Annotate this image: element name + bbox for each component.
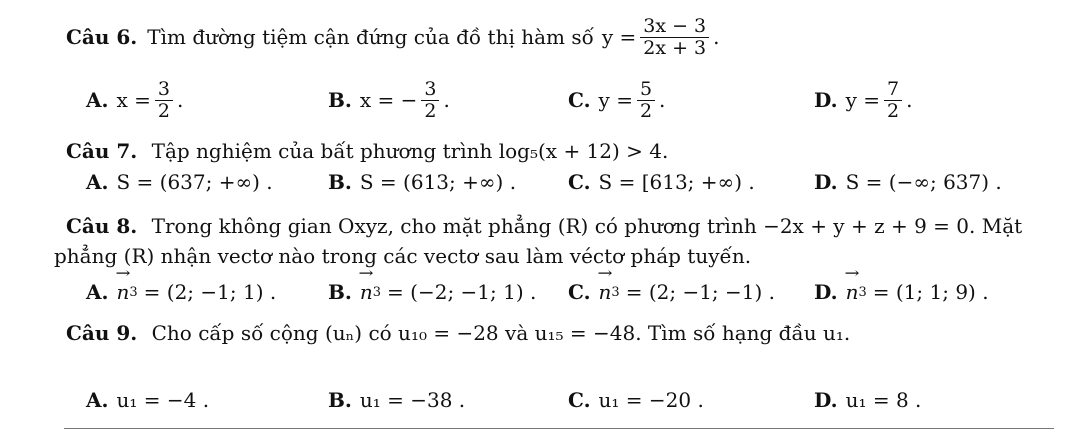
option-d[interactable]	[814, 162, 1002, 202]
option-denominator: 2	[421, 100, 439, 122]
fraction-denominator: 2x + 3	[640, 37, 709, 59]
option-c[interactable]	[568, 162, 755, 202]
option-a[interactable]	[86, 162, 273, 202]
option-d[interactable]	[814, 77, 913, 122]
question-7-text: Tập nghiệm của bất phương trình log₅(x + 12) > 4.	[151, 139, 669, 163]
option-numerator: 7	[887, 77, 900, 100]
option-value: S = (637; +∞) .	[116, 170, 273, 194]
option-denominator: 2	[637, 100, 655, 122]
vector-subscript: 3	[611, 284, 620, 300]
option-a[interactable]	[86, 380, 209, 420]
question-9-label: Câu 9.	[66, 321, 138, 345]
question-7-label: Câu 7.	[66, 139, 138, 163]
option-letter: A.	[86, 280, 109, 304]
option-letter: B.	[328, 170, 352, 194]
option-fraction	[884, 79, 902, 122]
option-b[interactable]	[328, 77, 450, 122]
option-value: u₁ = −38 .	[359, 388, 466, 412]
function-lhs: y =	[601, 25, 637, 49]
option-value: = (1; 1; 9) .	[872, 280, 989, 304]
option-d[interactable]	[814, 380, 921, 420]
option-letter: A.	[86, 388, 109, 412]
option-letter: D.	[814, 88, 838, 112]
option-suffix: .	[906, 88, 913, 112]
option-letter: B.	[328, 280, 352, 304]
option-suffix: .	[443, 88, 450, 112]
option-a[interactable]	[86, 272, 276, 312]
option-letter: C.	[568, 280, 591, 304]
option-suffix: .	[176, 88, 184, 112]
option-value: S = (613; +∞) .	[359, 170, 517, 194]
vector-n: → n	[360, 280, 373, 304]
option-suffix: .	[659, 88, 666, 112]
option-letter: D.	[814, 280, 838, 304]
option-letter: A.	[86, 170, 109, 194]
option-prefix: x = −	[359, 88, 418, 112]
option-b[interactable]	[328, 162, 516, 202]
option-b[interactable]	[328, 380, 465, 420]
question-6-text: Tìm đường tiệm cận đứng của đồ thị hàm số	[147, 25, 594, 49]
question-6	[66, 6, 1056, 122]
question-8-options	[66, 272, 1056, 312]
option-prefix: y =	[845, 88, 881, 112]
option-value: S = (−∞; 637) .	[845, 170, 1002, 194]
option-value: u₁ = −4 .	[116, 388, 210, 412]
option-fraction	[421, 79, 439, 122]
option-fraction	[637, 79, 655, 122]
option-prefix: x =	[116, 88, 151, 112]
option-value: = (2; −1; −1) .	[625, 280, 776, 304]
vector-subscript: 3	[129, 284, 138, 300]
option-letter: D.	[814, 170, 838, 194]
question-6-stem	[66, 6, 1056, 68]
option-letter: C.	[568, 388, 591, 412]
question-9-text: Cho cấp số cộng (uₙ) có u₁₀ = −28 và u₁₅ = −48. Tìm số hạng đầu u₁.	[151, 321, 851, 345]
option-value: = (2; −1; 1) .	[143, 280, 277, 304]
vector-n: → n	[846, 280, 859, 304]
option-a[interactable]	[86, 77, 184, 122]
option-c[interactable]	[568, 380, 704, 420]
question-8-stem-line-1	[66, 212, 1056, 240]
option-letter: B.	[328, 388, 352, 412]
option-fraction	[155, 79, 173, 122]
option-c[interactable]	[568, 272, 775, 312]
option-letter: A.	[86, 88, 109, 112]
vector-n: → n	[116, 280, 129, 304]
question-8-stem-line-2	[54, 242, 751, 270]
question-8-text-line-1: Trong không gian Oxyz, cho mặt phẳng (R) có phương trình −2x + y + z + 9 = 0. Mặt	[151, 214, 1023, 238]
question-7-options	[66, 162, 1056, 202]
option-letter: B.	[328, 88, 352, 112]
option-value: = (−2; −1; 1) .	[387, 280, 537, 304]
question-6-options	[66, 77, 1056, 122]
fraction-numerator: 3x − 3	[643, 14, 707, 37]
option-letter: C.	[568, 170, 591, 194]
option-prefix: y =	[598, 88, 633, 112]
question-9	[66, 318, 1056, 412]
option-letter: D.	[814, 388, 838, 412]
option-d[interactable]	[814, 272, 989, 312]
vector-subscript: 3	[858, 284, 867, 300]
option-denominator: 2	[884, 100, 902, 122]
question-7	[66, 136, 1056, 194]
option-value: u₁ = 8 .	[845, 388, 922, 412]
option-letter: C.	[568, 88, 591, 112]
function-end: .	[713, 25, 720, 49]
option-value: u₁ = −20 .	[598, 388, 704, 412]
option-numerator: 3	[424, 77, 437, 100]
question-9-stem	[66, 318, 1056, 348]
question-8-label: Câu 8.	[66, 214, 138, 238]
question-9-options	[66, 380, 1056, 420]
vector-n: → n	[599, 280, 612, 304]
option-b[interactable]	[328, 272, 536, 312]
option-denominator: 2	[155, 100, 173, 122]
question-8	[54, 212, 1056, 304]
option-numerator: 5	[639, 77, 653, 100]
function-fraction	[640, 16, 709, 59]
question-6-label: Câu 6.	[66, 25, 138, 49]
vector-subscript: 3	[372, 284, 382, 300]
option-value: S = [613; +∞) .	[598, 170, 755, 194]
bottom-divider	[64, 428, 1054, 429]
option-numerator: 3	[157, 77, 170, 100]
question-8-text-line-2: phẳng (R) nhận vectơ nào trong các vectơ sau làm véctơ pháp tuyến.	[54, 244, 752, 268]
option-c[interactable]	[568, 77, 666, 122]
